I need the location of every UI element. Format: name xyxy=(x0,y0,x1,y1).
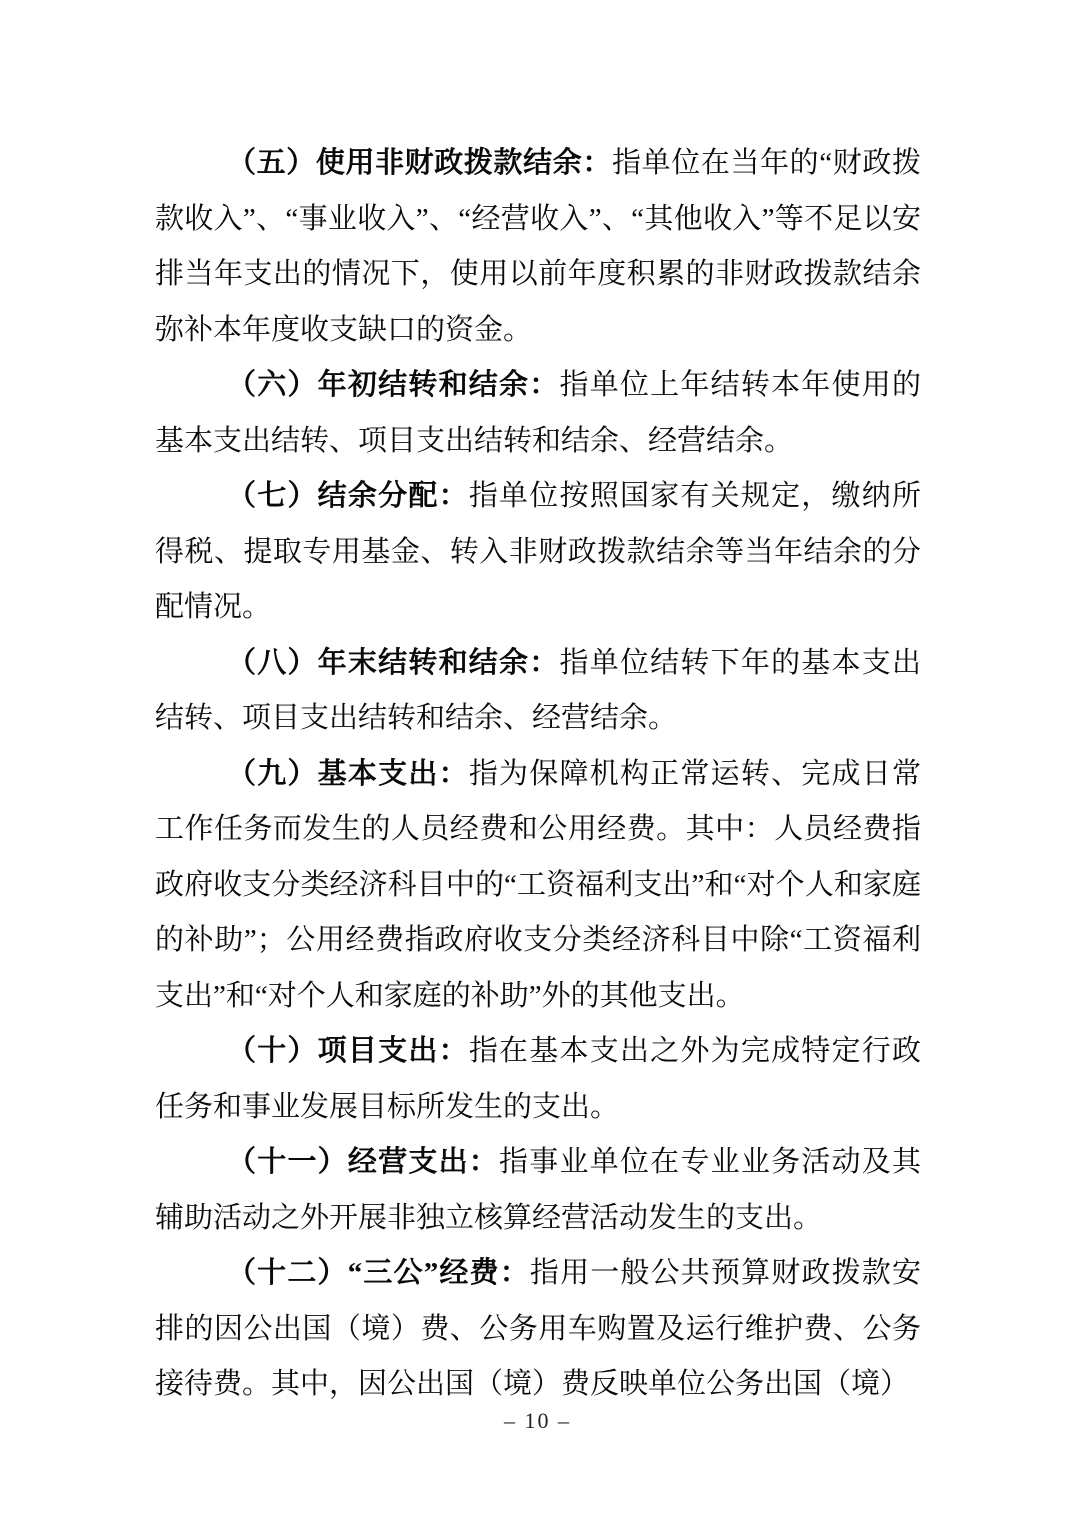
paragraph-label: （六）年初结转和结余： xyxy=(227,369,560,401)
paragraph-term-6 xyxy=(155,358,921,469)
paragraph-term-8 xyxy=(155,636,921,747)
paragraph-text: 指单位结转下年的基本支出结转、项目支出结转和结余、经营结余。 xyxy=(155,646,921,734)
paragraph-term-9 xyxy=(155,747,921,1025)
paragraph-text: 指用一般公共预算财政拨款安排的因公出国（境）费、公务用车购置及运行维护费、公务接待费。其中，因公出国（境）费反映单位公务出国（境） xyxy=(155,1257,921,1400)
paragraph-text: 指事业单位在专业业务活动及其辅助活动之外开展非独立核算经营活动发生的支出。 xyxy=(155,1146,921,1234)
paragraph-term-12 xyxy=(155,1246,921,1413)
paragraph-label: （十）项目支出： xyxy=(227,1035,469,1067)
paragraph-text: 指在基本支出之外为完成特定行政任务和事业发展目标所发生的支出。 xyxy=(155,1035,921,1123)
paragraph-label: （七）结余分配： xyxy=(227,480,469,512)
paragraph-label: （十二）“三公”经费： xyxy=(227,1257,530,1289)
paragraph-text: 指单位按照国家有关规定，缴纳所得税、提取专用基金、转入非财政拨款结余等当年结余的分配情况。 xyxy=(155,480,921,623)
paragraph-label: （十一）经营支出： xyxy=(227,1146,500,1178)
paragraph-text: 指为保障机构正常运转、完成日常工作任务而发生的人员经费和公用经费。其中：人员经费指政府收支分类经济科目中的“工资福利支出”和“对个人和家庭的补助”；公用经费指政府收支分类经济科目中除“工资福利支出”和“对个人和家庭的补助”外的其他支出。 xyxy=(155,757,921,1012)
paragraph-label: （八）年末结转和结余： xyxy=(227,646,560,679)
paragraph-term-10 xyxy=(155,1024,921,1135)
paragraph-term-11 xyxy=(155,1135,921,1246)
paragraph-label: （五）使用非财政拨款结余： xyxy=(227,147,612,179)
paragraph-text: 指单位上年结转本年使用的基本支出结转、项目支出结转和结余、经营结余。 xyxy=(155,369,921,457)
page-number: – 10 – xyxy=(504,1408,571,1433)
paragraph-label: （九）基本支出： xyxy=(227,757,469,790)
paragraph-term-5 xyxy=(155,136,921,358)
paragraph-text: 指单位在当年的“财政拨款收入”、“事业收入”、“经营收入”、“其他收入”等不足以安排当年支出的情况下，使用以前年度积累的非财政拨款结余弥补本年度收支缺口的资金。 xyxy=(155,147,921,346)
document-body xyxy=(155,136,921,1413)
paragraph-term-7 xyxy=(155,469,921,636)
